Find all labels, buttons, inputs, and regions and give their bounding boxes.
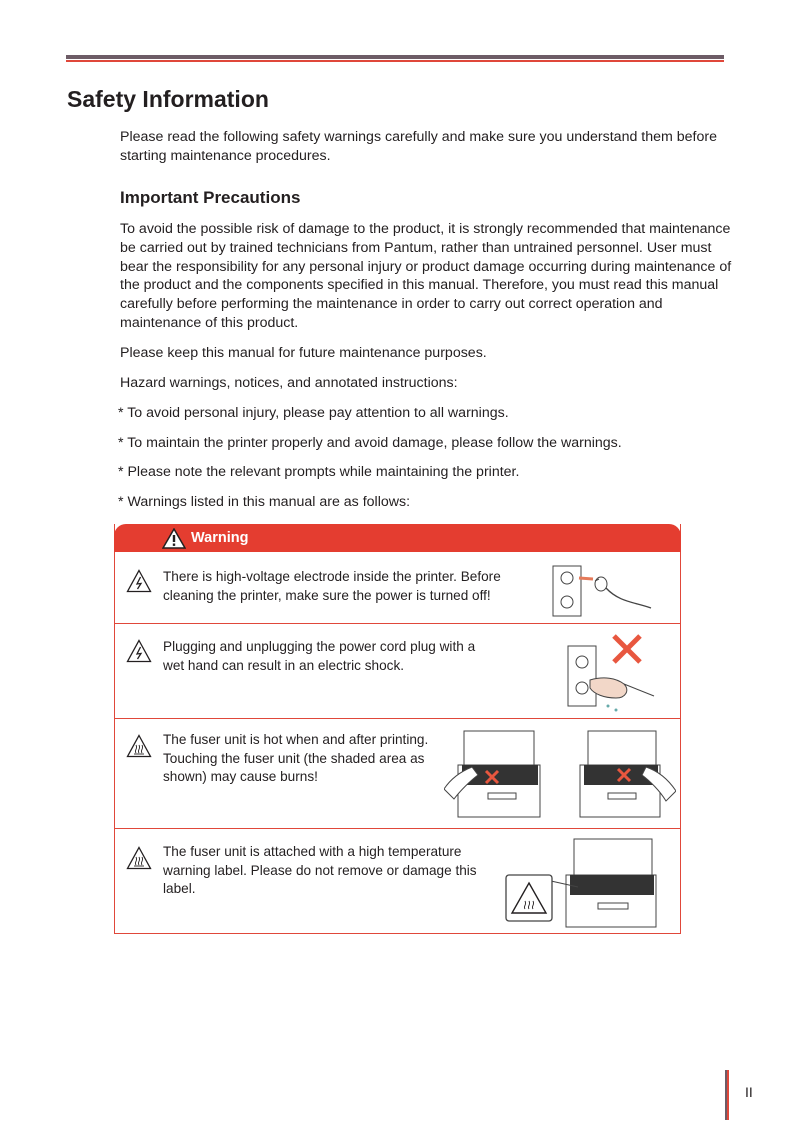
warning-text: The fuser unit is hot when and after printing. Touching the fuser unit (the shaded area as shown) may cause burns! — [163, 732, 429, 784]
warning-text: There is high-voltage electrode inside the printer. Before cleaning the printer, make sure the power is turned off! — [163, 569, 501, 603]
warning-row — [114, 829, 681, 934]
hot-surface-icon — [126, 734, 152, 758]
printer-fuser-open-illustration — [444, 727, 548, 823]
bullet-item: * To maintain the printer properly and avoid damage, please follow the warnings. — [118, 435, 622, 451]
header-accent-rule — [66, 60, 724, 62]
warning-row — [114, 624, 681, 719]
warning-row — [114, 719, 681, 829]
intro-paragraph: Please read the following safety warnings carefully and make sure you understand them before starting maintenance procedures. — [120, 129, 718, 164]
hazard-intro-paragraph: Hazard warnings, notices, and annotated instructions: — [120, 375, 458, 391]
high-voltage-icon — [126, 639, 152, 663]
warning-label: Warning — [191, 530, 249, 546]
power-outlet-unplug-illustration — [549, 562, 659, 620]
precautions-paragraph: To avoid the possible risk of damage to the product, it is strongly recommended that maintenance be carried out by trained technicians from Pantum, rather than untrained personnel. User must bear the responsibility for any personal injury or product damage occurring during maintenance of the product and the components specified in this manual. Therefore, you must read this manual carefully before performing the maintenance in order to carry out correct operation and maintenance of this product. — [120, 221, 732, 331]
section-heading: Important Precautions — [120, 188, 301, 207]
keep-manual-paragraph: Please keep this manual for future maintenance purposes. — [120, 345, 487, 361]
warning-text: Plugging and unplugging the power cord plug with a wet hand can result in an electric shock. — [163, 639, 476, 673]
page-number: II — [745, 1084, 753, 1100]
warning-triangle-icon — [162, 528, 186, 549]
high-voltage-icon — [126, 569, 152, 593]
printer-fuser-open-illustration — [576, 727, 676, 823]
warning-header — [114, 524, 681, 552]
warning-text: The fuser unit is attached with a high temperature warning label. Please do not remove or damage this label. — [163, 844, 477, 896]
header-rule — [66, 55, 724, 59]
warning-row — [114, 552, 681, 624]
page-number-accent-rule — [727, 1070, 729, 1120]
bullet-item: * To avoid personal injury, please pay attention to all warnings. — [118, 405, 509, 421]
page-title: Safety Information — [67, 86, 269, 112]
bullet-item: * Warnings listed in this manual are as follows: — [118, 494, 411, 510]
hot-surface-icon — [126, 846, 152, 870]
bullet-item: * Please note the relevant prompts while maintaining the printer. — [118, 464, 520, 480]
wet-hand-plug-illustration — [564, 632, 659, 714]
fuser-warning-label-illustration — [502, 835, 662, 929]
